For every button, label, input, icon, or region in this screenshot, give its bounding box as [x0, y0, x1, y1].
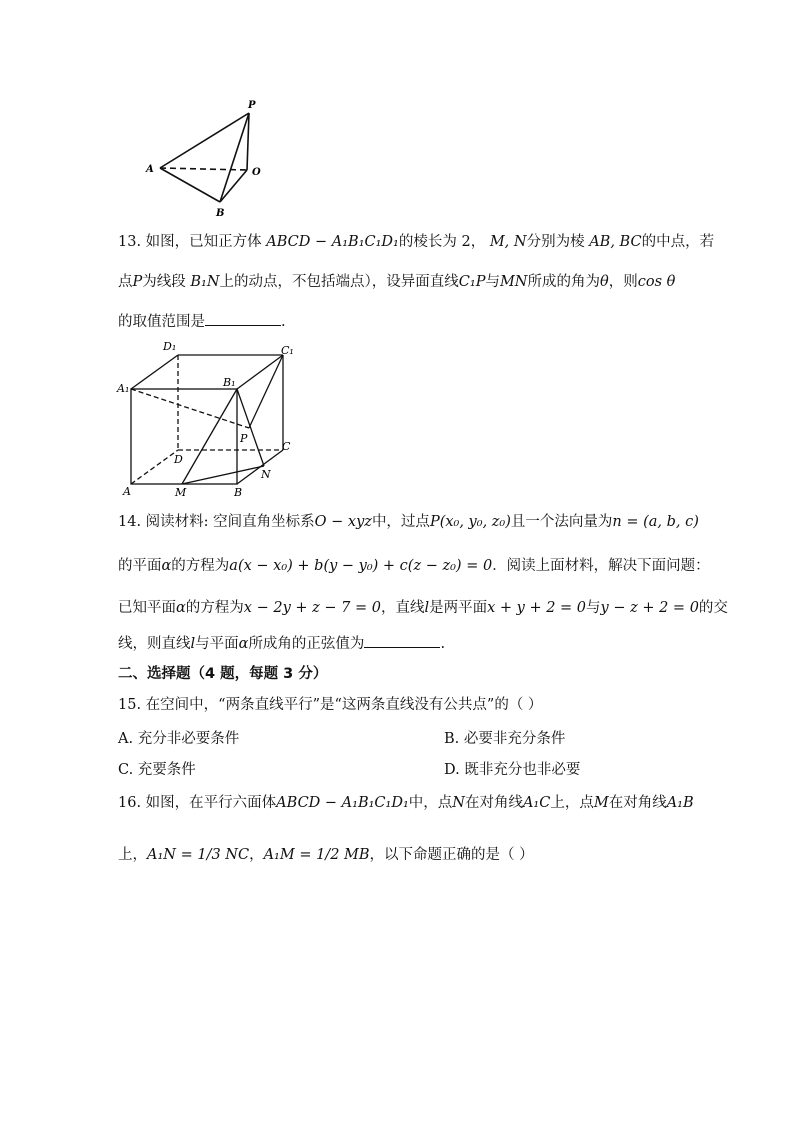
text: 上，: [118, 847, 147, 863]
section-heading: 二、选择题（4 题，每题 3 分）: [118, 666, 328, 682]
q15-option-c: C. 充要条件: [118, 762, 196, 778]
text: 中，点: [408, 795, 453, 811]
point-label: A: [146, 164, 154, 175]
point-label: D₁: [163, 340, 177, 353]
text: 分别为棱: [526, 234, 585, 250]
text: 的方程为: [171, 558, 230, 574]
math: C₁P: [458, 274, 486, 290]
math: A₁M = 1/2 MB: [263, 847, 370, 863]
q14-line-2: [118, 556, 710, 576]
q13-line-2: [118, 272, 675, 292]
math: M, N: [489, 234, 527, 250]
math: A₁B: [666, 795, 694, 811]
text: ，以下命题正确的是（ ）: [369, 847, 534, 863]
q16-line-2: [118, 845, 534, 865]
text: 在对角线: [608, 795, 667, 811]
text: 13. 如图，已知正方体: [118, 234, 262, 250]
point-label: C₁: [281, 344, 294, 357]
math: x − 2y + z − 7 = 0: [243, 600, 381, 616]
text: 的中点，若: [641, 234, 715, 250]
math: O − xyz: [314, 514, 372, 530]
point-label: P: [248, 100, 256, 111]
math: l: [190, 636, 196, 652]
text: ．阅读上面材料，解决下面问题：: [492, 558, 710, 574]
math: l: [424, 600, 430, 616]
point-label: A₁: [117, 382, 130, 395]
text: 14. 阅读材料: 空间直角坐标系: [118, 514, 315, 530]
point-label: A: [123, 485, 131, 498]
text: ，直线: [380, 600, 425, 616]
text: ，: [249, 847, 264, 863]
math: y − z + 2 = 0: [600, 600, 699, 616]
math: MN: [499, 274, 528, 290]
q14-line-3: [118, 598, 728, 618]
answer-blank: [364, 633, 440, 648]
math: A₁N = 1/3 NC: [147, 847, 250, 863]
text: 是两平面: [429, 600, 488, 616]
point-label: B: [234, 486, 243, 499]
math: P: [132, 274, 143, 290]
q13-line-1: [118, 232, 714, 252]
point-label: B: [216, 208, 225, 219]
text: 的取值范围是: [118, 314, 205, 330]
text: 16. 如图，在平行六面体: [118, 795, 277, 811]
text: 上的动点，不包括端点），设异面直线: [219, 274, 459, 290]
math: n = (a, b, c): [612, 514, 699, 530]
point-label: D: [174, 453, 183, 466]
text: 所成角的正弦值为: [248, 636, 365, 652]
point-label: M: [175, 486, 187, 499]
math: a(x − x₀) + b(y − y₀) + c(z − z₀) = 0: [229, 558, 493, 574]
math: α: [176, 600, 186, 616]
math: P(x₀, y₀, z₀): [429, 514, 511, 530]
math: cos θ: [637, 274, 676, 290]
text: 为线段: [142, 274, 186, 290]
text: 与: [485, 274, 500, 290]
q15-option-a: A. 充分非必要条件: [118, 731, 240, 747]
q13-line-3: [118, 311, 286, 332]
text: 已知平面: [118, 600, 176, 616]
text: 的平面: [118, 558, 162, 574]
math: α: [161, 558, 172, 574]
q14-line-1: [118, 512, 699, 532]
q16-line-1: [118, 793, 694, 813]
answer-blank: [205, 311, 281, 326]
text: 在对角线: [464, 795, 523, 811]
text: 的方程为: [185, 600, 244, 616]
point-label: C: [282, 440, 291, 453]
point-label: P: [240, 432, 248, 445]
math: A₁C: [522, 795, 551, 811]
text: ，则: [608, 274, 638, 290]
q15-stem: 15. 在空间中，“两条直线平行”是“这两条直线没有公共点”的（ ）: [118, 697, 543, 713]
q15-option-b: B. 必要非充分条件: [444, 731, 566, 747]
math: α: [238, 636, 249, 652]
q14-line-4: [118, 633, 445, 654]
text: 中，过点: [371, 514, 430, 530]
point-label: O: [252, 167, 261, 178]
math: θ: [600, 274, 609, 290]
cube-figure: [115, 338, 300, 500]
text: 点: [118, 274, 133, 290]
tetrahedron-figure: [140, 92, 280, 222]
math: N: [452, 795, 465, 811]
text: 且一个法向量为: [510, 514, 613, 530]
text: 的交: [698, 600, 728, 616]
text: 与平面: [195, 636, 239, 652]
math: B₁N: [190, 274, 220, 290]
text: 与: [586, 600, 601, 616]
text: 上，点: [550, 795, 594, 811]
math: M: [593, 795, 609, 811]
math: ABCD − A₁B₁C₁D₁: [266, 234, 399, 250]
math: AB, BC: [589, 234, 642, 250]
math: x + y + 2 = 0: [487, 600, 587, 616]
math: ABCD − A₁B₁C₁D₁: [276, 795, 409, 811]
text: .: [440, 636, 446, 652]
text: 的棱长为 2，: [398, 234, 486, 250]
text: 所成的角为: [527, 274, 600, 290]
text: 线，则直线: [118, 636, 191, 652]
text: .: [281, 314, 286, 330]
point-label: B₁: [223, 376, 236, 389]
point-label: N: [261, 468, 271, 481]
q15-option-d: D. 既非充分也非必要: [444, 762, 581, 778]
